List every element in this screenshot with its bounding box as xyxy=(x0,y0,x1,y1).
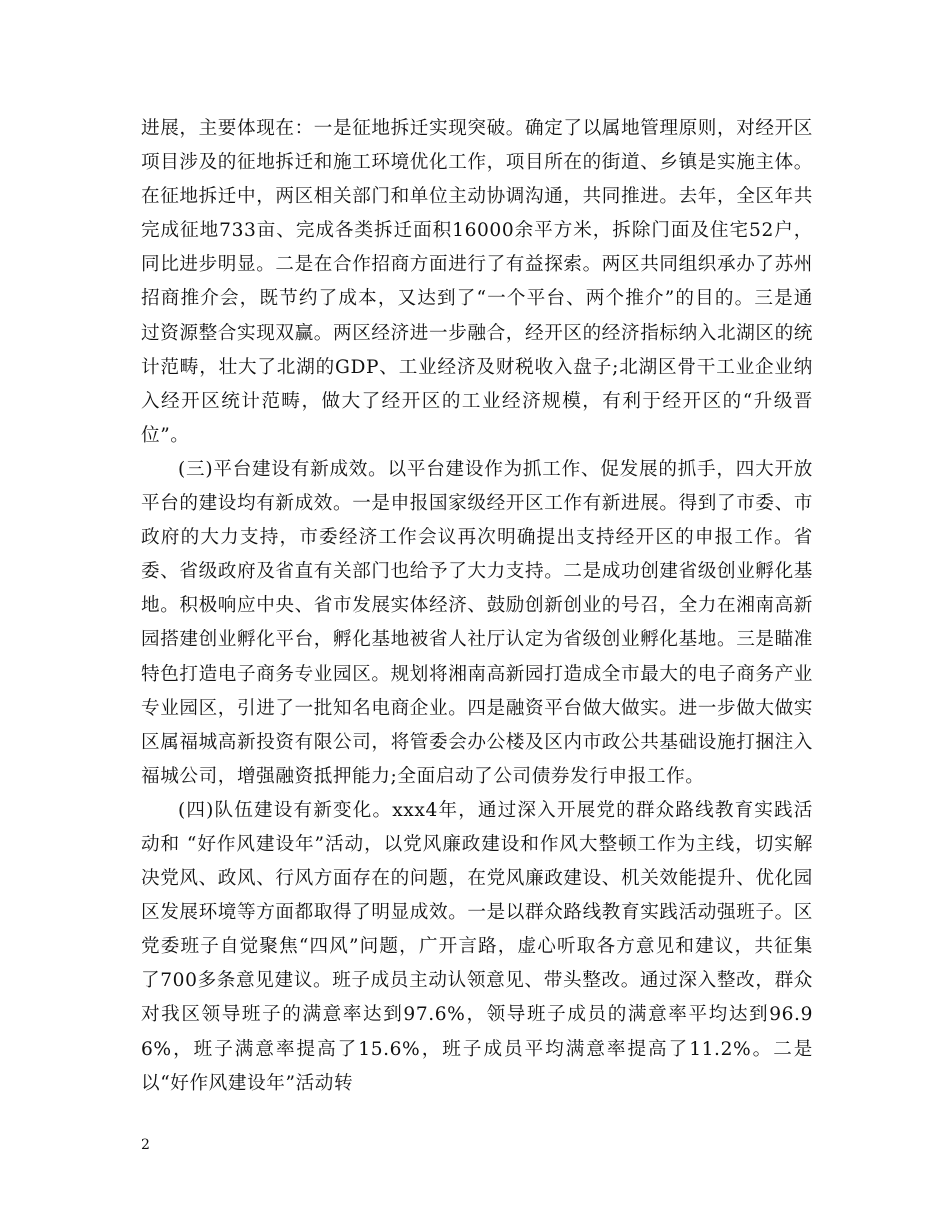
paragraph-progress-continuation: 进展，主要体现在：一是征地拆迁实现突破。确定了以属地管理原则，对经开区项目涉及的征地拆迁和施工环境优化工作，项目所在的街道、乡镇是实施主体。在征地拆迁中，两区相关部门和单位主动协调沟通，共同推进。去年，全区年共完成征地733亩、完成各类拆迁面积16000余平方米，拆除门面及住宅52户，同比进步明显。二是在合作招商方面进行了有益探索。两区共同组织承办了苏州招商推介会，既节约了成本，又达到了“一个平台、两个推介”的目的。三是通过资源整合实现双赢。两区经济进一步融合，经开区的经济指标纳入北湖区的统计范畴，壮大了北湖的GDP、工业经济及财税收入盘子;北湖区骨干工业企业纳入经开区统计范畴，做大了经开区的工业经济规模，有利于经开区的“升级晋位”。 xyxy=(141,118,813,446)
document-body xyxy=(141,112,813,1101)
paragraph-platform-construction: (三)平台建设有新成效。以平台建设作为抓工作、促发展的抓手，四大开放平台的建设均有新成效。一是申报国家级经开区工作有新进展。得到了市委、市政府的大力支持，市委经济工作会议再次明确提出支持经开区的申报工作。省委、省级政府及省直有关部门也给予了大力支持。二是成功创建省级创业孵化基地。积极响应中央、省市发展实体经济、鼓励创新创业的号召，全力在湘南高新园搭建创业孵化平台，孵化基地被省人社厅认定为省级创业孵化基地。三是瞄准特色打造电子商务专业园区。规划将湘南高新园打造成全市最大的电子商务产业专业园区，引进了一批知名电商企业。四是融资平台做大做实。进一步做大做实区属福城高新投资有限公司，将管委会办公楼及区内市政公共基础设施打捆注入福城公司，增强融资抵押能力;全面启动了公司债券发行申报工作。 xyxy=(141,458,813,787)
paragraph-team-building: (四)队伍建设有新变化。xxx4年，通过深入开展党的群众路线教育实践活动和 “好作风建设年”活动，以党风廉政建设和作风大整顿工作为主线，切实解决党风、政风、行风方面存在的问题，在党风廉政建设、机关效能提升、优化园区发展环境等方面都取得了明显成效。一是以群众路线教育实践活动强班子。区党委班子自觉聚焦“四风”问题，广开言路，虚心听取各方意见和建议，共征集了700多条意见建议。班子成员主动认领意见、带头整改。通过深入整改，群众对我区领导班子的满意率达到97.6%，领导班子成员的满意率平均达到96.96%，班子满意率提高了15.6%，班子成员平均满意率提高了11.2%。二是以“好作风建设年”活动转 xyxy=(141,799,813,1094)
page-number: 2 xyxy=(141,1137,150,1153)
